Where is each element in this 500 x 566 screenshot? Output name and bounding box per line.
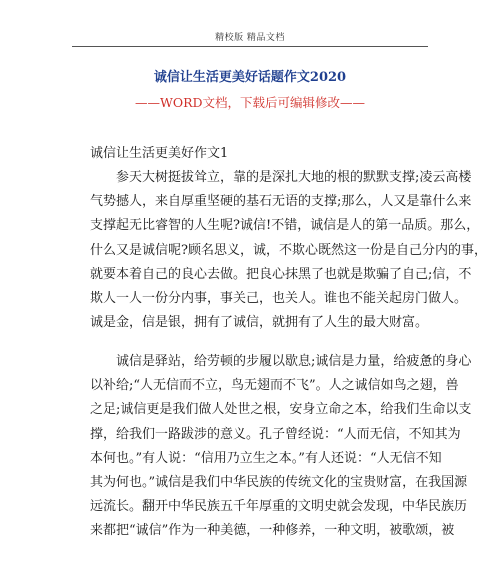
paragraph-line: 欺人一人一份分内事，事关己，也关人。谁也不能关起房门做人。 [90, 291, 468, 307]
paragraph-line: 什么又是诚信呢?顾名思义，诚，不欺心既然这一份是自己分内的事， [90, 242, 487, 258]
paragraph-line: 远流长。翻开中华民族五千年厚重的文明史就会发现，中华民族历 [90, 499, 468, 515]
document-title: 诚信让生活更美好话题作文2020 [153, 70, 347, 85]
paragraph-line: 之足;诚信更是我们做人处世之根，安身立命之本，给我们生命以支 [90, 402, 472, 418]
paragraph-1 [90, 166, 487, 335]
document-subtitle: ——WORD文档，下载后可编辑修改—— [134, 95, 366, 110]
paragraph-line: 以补给;“人无信而不立，鸟无翅而不飞”。人之诚信如鸟之翅，兽 [90, 378, 459, 394]
paragraph-line: 诚是金，信是银，拥有了诚信，就拥有了人生的最大财富。 [90, 315, 429, 331]
header-divider [72, 46, 428, 47]
page-header: 精校版 精品文档 [215, 33, 285, 43]
essay-heading: 诚信让生活更美好作文1 [90, 146, 229, 161]
paragraph-line: 撑，给我们一路跋涉的意义。孔子曾经说：“人而无信，不知其为 [90, 426, 461, 442]
paragraph-2 [90, 350, 472, 544]
paragraph-line: 就要本着自己的良心去做。把良心抹黑了也就是欺骗了自己;信，不 [90, 266, 472, 282]
paragraph-line: 气势撼人，来自厚重坚硬的基石无语的支撑;那么，人又是靠什么来 [90, 194, 472, 210]
paragraph-line: 支撑起无比睿智的人生呢?诚信!不错，诚信是人的第一品质。那么， [90, 218, 480, 234]
paragraph-line: 其为何也。”诚信是我们中华民族的传统文化的宝贵财富，在我国源 [90, 475, 468, 491]
paragraph-line: 参天大树挺拔耸立，靠的是深扎大地的根的默默支撑;凌云高楼 [116, 170, 472, 185]
paragraph-line: 诚信是驿站，给劳顿的步履以歇息;诚信是力量，给疲惫的身心 [116, 354, 472, 369]
paragraph-line: 本何也。”有人说：“信用乃立生之本。”有人还说：“人无信不知 [90, 450, 442, 466]
paragraph-line: 来都把“诚信”作为一种美德，一种修养，一种文明，被歌颂，被 [90, 523, 455, 539]
